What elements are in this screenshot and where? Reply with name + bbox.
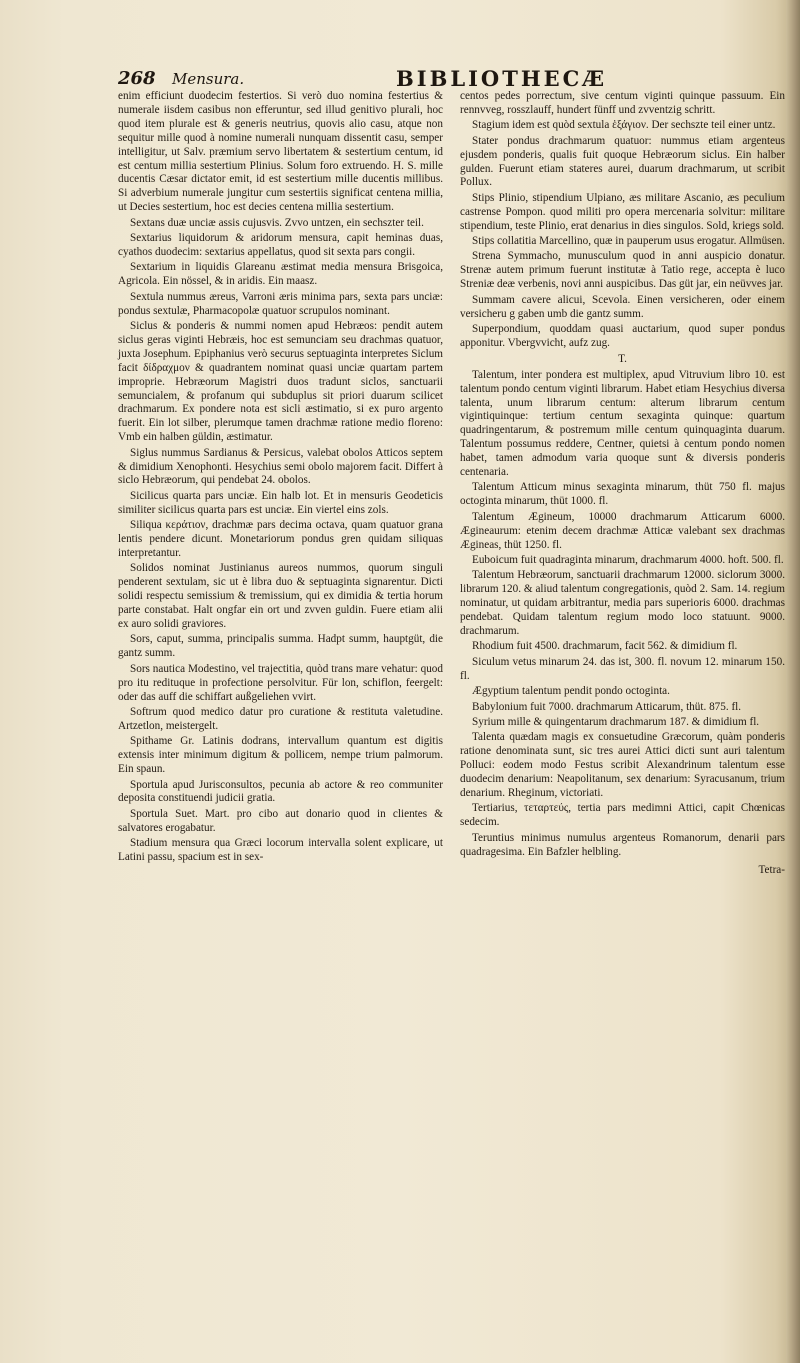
right-column	[460, 90, 785, 879]
entry-paragraph: Stadium mensura qua Græci locorum intervalla solent explicare, ut Latini passu, spacium est in sex-	[118, 837, 443, 864]
entry-paragraph: Sicilicus quarta pars unciæ. Ein halb lot. Et in mensuris Geodeticis similiter sicilicus quarta pars est unciæ. Ein viertel eins zols.	[118, 489, 443, 516]
entry-paragraph: Talentum, inter pondera est multiplex, apud Vitruvium libro 10. est talentum pondo centum viginti librarum. Habet etiam Hesychius diversa talenta, unum librarum centum: alterum librarum centum vigintiquinque: tertium centum sexaginta quinque: quartum quadringentarum, & postremum mille centum quinquaginta duarum. Talentum possumus reddere, Centner, quietsi à centum pondo nomen habet, tamen admodum varia quoque sunt & diversis ponderis centenaria.	[460, 368, 785, 479]
entry-paragraph: Strena Symmacho, munusculum quod in anni auspicio donatur. Strenæ autem primum fuerunt institutæ à Tatio rege, accepta è luco Streniæ deæ verbenis, novi anni auspicibus. Das güt jar, ein neüvves jar.	[460, 250, 785, 291]
entry-paragraph: Tertiarius, τεταρτεύς, tertia pars medimni Attici, capit Chœnicas sedecim.	[460, 802, 785, 829]
catchword: Tetra-	[758, 863, 785, 876]
entry-paragraph: Stagium idem est quòd sextula ἑξάγιον. Der sechszte teil einer untz.	[472, 119, 776, 132]
entry-paragraph: Ægyptium talentum pendit pondo octoginta.	[472, 685, 670, 698]
entry-paragraph: Euboicum fuit quadraginta minarum, drachmarum 4000. hoft. 500. fl.	[472, 554, 784, 566]
entry-paragraph: Sportula apud Jurisconsultos, pecunia ab actore & reo communiter deposita constituendi judicii gratia.	[118, 778, 443, 805]
entry-paragraph: Siliqua κεράτιον, drachmæ pars decima octava, quam quatuor grana lentis pendere dicunt. Monetariorum pondus gren quidam siliquas interpretantur.	[118, 519, 443, 559]
entry-paragraph: Teruntius minimus numulus argenteus Romanorum, denarii pars quadragesima. Ein Bafzler helbling.	[460, 831, 785, 858]
entry-paragraph: Syrium mille & quingentarum drachmarum 187. & dimidium fl.	[472, 715, 760, 728]
entry-paragraph: Sors nautica Modestino, vel trajectitia, quòd trans mare vehatur: quod pro itu redituque in profectione persolvitur. Für lon, schiflon, feergelt: oder das auff die schiffart außgeliehen vvirt.	[118, 662, 443, 703]
entry-paragraph: Stips collatitia Marcellino, quæ in pauperum usus erogatur. Allmüsen.	[472, 235, 785, 248]
entry-paragraph: Softrum quod medico datur pro curatione & restituta valetudine. Artzetlon, meistergelt.	[118, 705, 443, 732]
entry-paragraph: Superpondium, quoddam quasi auctarium, quod super pondus apponitur. Vbergvvicht, aufz zug.	[460, 323, 785, 349]
entry-paragraph: Talentum Hebræorum, sanctuarii drachmarum 12000. siclorum 3000. librarum 120. & aliud talentum congregationis, quòd 2. Sam. 14. regium nominatur, ut quidam arbitrantur, media pars superioris 6000. drachmas pendebat. Quidam talentum regium modo loco statuunt. 9000. drachmarum.	[460, 569, 785, 638]
entry-paragraph: Spithame Gr. Latinis dodrans, intervallum quantum est digitis extensis inter minimum digitum & pollicem, nempe trium palmorum. Ein spaun.	[118, 735, 443, 776]
page-number: 268	[118, 68, 156, 89]
entry-paragraph: Siglus nummus Sardianus & Persicus, valebat obolos Atticos septem & dimidium Xenophonti. Hesychius semi obolo majorem facit. Differt à siclo Hebræorum, qui pendebat 24. obolos.	[118, 446, 443, 487]
entry-paragraph: Talentum Ægineum, 10000 drachmarum Atticarum 6000. Ægineaurum: etenim decem drachmæ Atticæ valebant sex drachmas Ægineas, thüt 1250. fl.	[460, 510, 785, 551]
entry-paragraph: Siclus & ponderis & nummi nomen apud Hebræos: pendit autem siclus geras viginti Hebræis, hoc est semunciam seu drachmas quatuor, juxta Josephum. Epiphanius verò securus septuaginta interpretes Siclum facit δίδραχμον & quadrantem nominat quasi unciæ quartam partem improprie. Hebræorum Magistri duos tradunt siclos, sanctuarii semuncialem, & profanum qui subduplus sit priori duarum scilicet drachmarum. Ex pondere nota est sicli æstimatio, si ex puro argento fuerit. Ein lot silber, plerumque tamen drachmæ ratione medio floreno: Vmb ein halben güldin, æstimatur.	[118, 320, 443, 444]
entry-paragraph: Siculum vetus minarum 24. das ist, 300. fl. novum 12. minarum 150. fl.	[460, 655, 785, 682]
entry-paragraph: Sextarium in liquidis Glareanu æstimat media mensura Brisgoica, Agricola. Ein nössel, & in aridis. Ein maasz.	[118, 261, 443, 288]
entry-paragraph: Sextarius liquidorum & aridorum mensura, capit heminas duas, cyathos duodecim: sextarius appellatus, quod sit sexta pars congii.	[118, 232, 443, 258]
entry-paragraph: Rhodium fuit 4500. drachmarum, facit 562. & dimidium fl.	[472, 640, 738, 653]
entry-paragraph: Sors, caput, summa, principalis summa. Hadpt summ, hauptgüt, die gantz summ.	[118, 633, 443, 660]
entry-paragraph: Stater pondus drachmarum quatuor: nummus etiam argenteus ejusdem ponderis, qualis fuit quoque Hebræorum siclus. Ein halber gulden. Fuerunt etiam stateres aurei, duarum drachmarum, ut scribit Pollux.	[460, 134, 785, 189]
entry-paragraph: Sextans duæ unciæ assis cujusvis. Zvvo untzen, ein sechszter teil.	[130, 216, 424, 229]
entry-paragraph: Solidos nominat Justinianus aureos nummos, quorum singuli penderent sextulam, sic ut è libra duo & septuaginta signarentur. Dicti solidi respectu semissium & tremissium, qui ex dimidia & tertia horum parte constabat. Halt ongfar ein ort und zvven guldin. Fuere etiam alii ex auro solidi graviores.	[118, 562, 443, 631]
page-edge	[786, 0, 800, 1363]
entry-paragraph: enim efficiunt duodecim festertios. Si verò duo nomina festertius & numerale iisdem casibus non efferuntur, sed illud genitivo plurali, hoc quod item plurale est & generis neutrius, quovis alio casu, atque non sequitur mille quod à nomine numerali nunquam dissentit casu, semper intelligitur, ut Salv. præmium servo libertatem & sestertium centum, id est centum millia sestertium Plinius. Solum foro extruendo. H. S. mille ducentis Cæsar dictator emit, id est sestertium mille ducentis millibus. Si adverbium numerale jungitur cum sestertiis significat centena millia, ut Decies sestertium, hoc est decies centena millia sestertium.	[118, 90, 443, 214]
entry-paragraph: Stips Plinio, stipendium Ulpiano, æs militare Ascanio, æs peculium castrense Pompon. quod militi pro opera mercenaria solvitur: militare stipendium, teste Plinio, erat denarius in dies singulos. Sold, kriegs sold.	[460, 191, 785, 232]
entry-paragraph: Sextula nummus æreus, Varroni æris minima pars, sexta pars unciæ: pondus sextulæ, Pharmacopolæ quatuor scrupulos nominant.	[118, 290, 443, 317]
left-column	[118, 90, 443, 866]
page-title: BIBLIOTHECÆ	[396, 66, 608, 91]
section-letter: T.	[618, 352, 627, 365]
running-head: Mensura.	[172, 70, 245, 88]
entry-paragraph: Summam cavere alicui, Scevola. Einen versicheren, oder einem versicheru g gaben umb die gantz summ.	[460, 293, 785, 320]
entry-paragraph: Babylonium fuit 7000. drachmarum Atticarum, thüt. 875. fl.	[472, 700, 742, 713]
entry-paragraph: Sportula Suet. Mart. pro cibo aut donario quod in clientes & salvatores erogabatur.	[118, 807, 443, 834]
entry-paragraph: centos pedes porrectum, sive centum viginti quinque passuum. Ein rennvveg, rosszlauff, hundert fünff und zvventzig schritt.	[460, 90, 785, 116]
entry-paragraph: Talenta quædam magis ex consuetudine Græcorum, quàm ponderis ratione denominata sunt, sic tres aurei Attici dicti sunt auri talentum Polluci: eodem modo Festus scribit Alexandrinum talentum esse duodecim denarium: Neapolitanum, sex denarium: Syracusanum, trium denarium. Rheginum, victoriati.	[460, 731, 785, 799]
entry-paragraph: Talentum Atticum minus sexaginta minarum, thüt 750 fl. majus octoginta minarum, thüt 1000. fl.	[460, 481, 785, 508]
